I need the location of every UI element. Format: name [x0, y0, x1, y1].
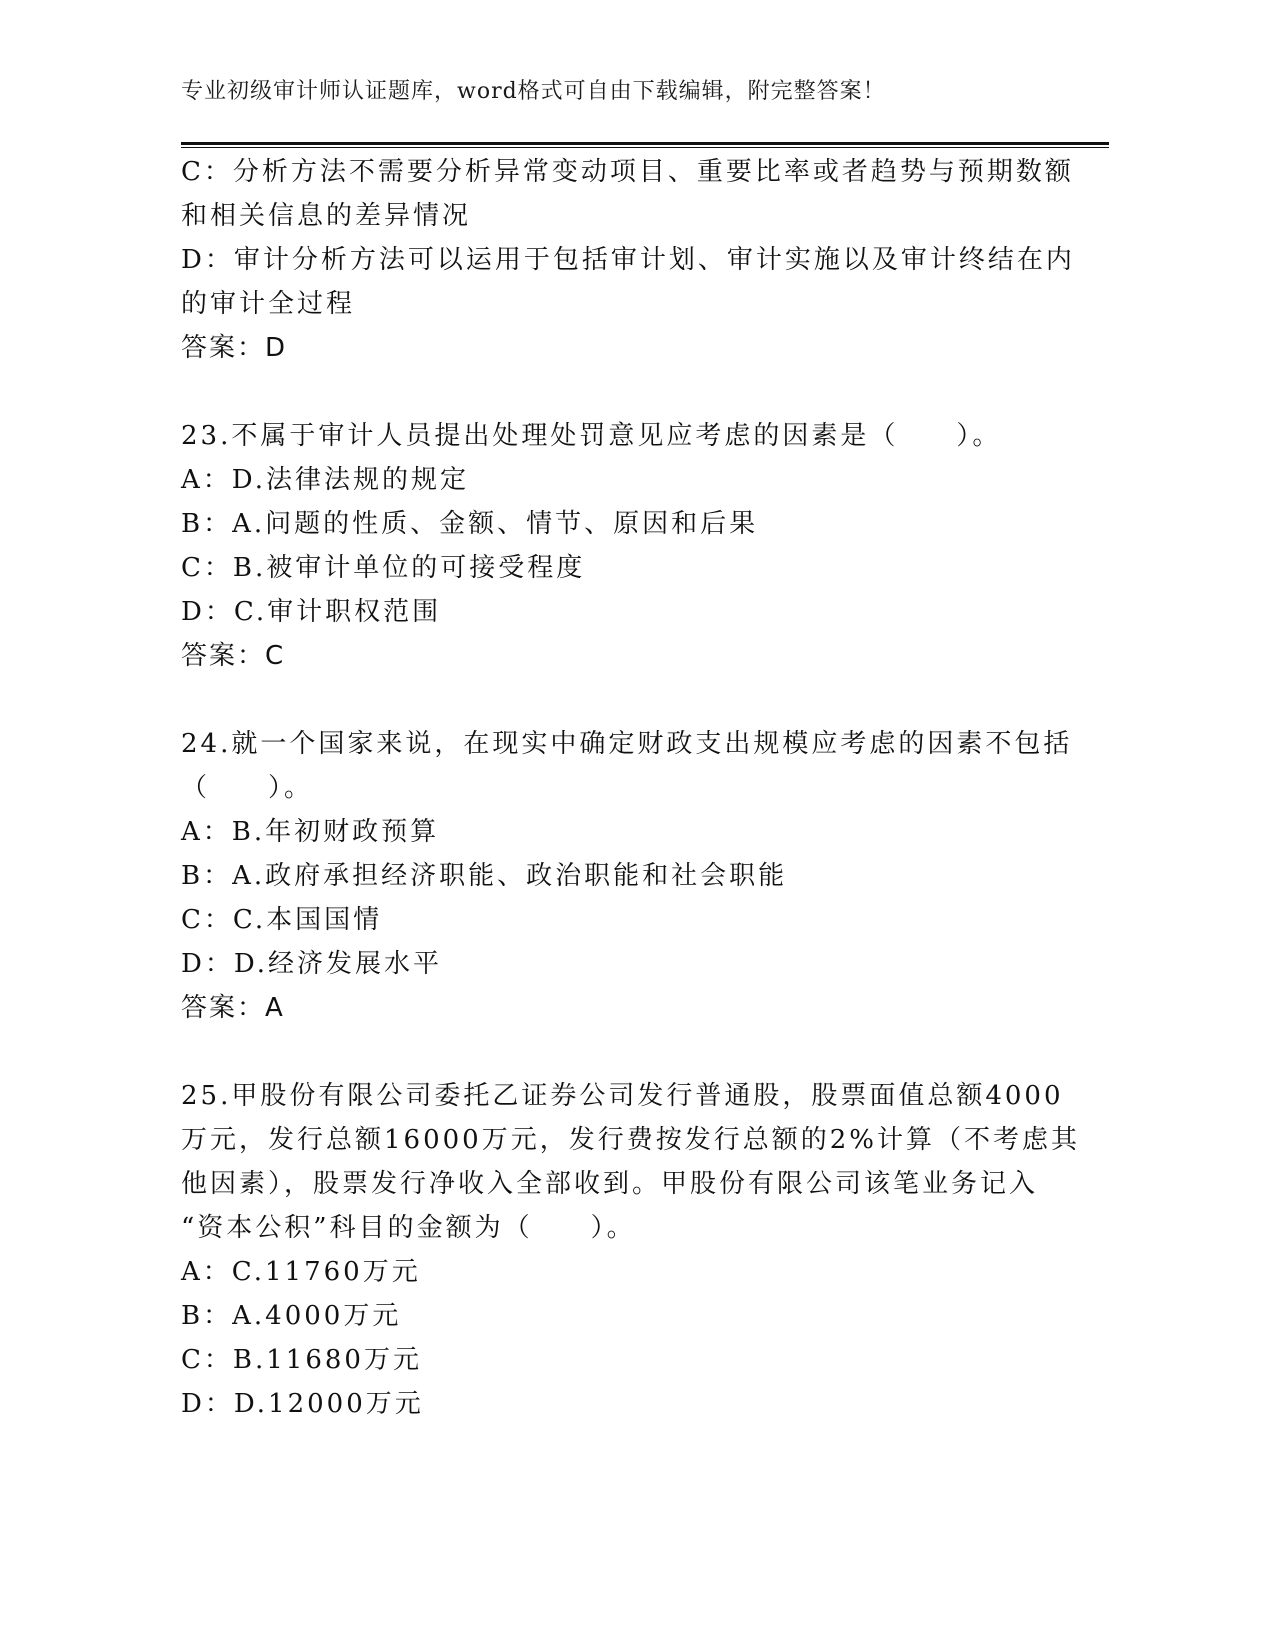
question-23 [181, 414, 1041, 678]
option-d: D：D.经济发展水平 [181, 949, 443, 979]
option-b: B：A.问题的性质、金额、情节、原因和后果 [181, 509, 759, 539]
option-c: C：C.本国国情 [181, 905, 383, 935]
question-25 [181, 1074, 1080, 1426]
option-a: A：B.年初财政预算 [181, 817, 440, 847]
option-b: B：A.政府承担经济职能、政治职能和社会职能 [181, 861, 788, 891]
option-a: A：C.11760万元 [181, 1257, 421, 1287]
answer-label: 答案：D [181, 333, 288, 363]
option-c: C：B.11680万元 [181, 1345, 422, 1375]
question-stem: （ ）。 [181, 773, 314, 803]
question-content [181, 150, 1080, 1426]
option-line: C：分析方法不需要分析异常变动项目、重要比率或者趋势与预期数额 [181, 157, 1074, 187]
option-b: B：A.4000万元 [181, 1301, 402, 1331]
question-stem: 24.就一个国家来说，在现实中确定财政支出规模应考虑的因素不包括 [181, 729, 1073, 759]
question-stem: 25.甲股份有限公司委托乙证券公司发行普通股，股票面值总额4000 [181, 1081, 1064, 1111]
page-header: 专业初级审计师认证题库，word格式可自由下载编辑，附完整答案！ [181, 79, 886, 104]
answer-label: 答案：A [181, 993, 285, 1023]
question-stem: 23.不属于审计人员提出处理处罚意见应考虑的因素是（ ）。 [181, 421, 1002, 451]
option-c [181, 150, 1074, 238]
option-line: 的审计全过程 [181, 289, 356, 319]
question-stem: “资本公积”科目的金额为（ ）。 [181, 1213, 636, 1243]
option-d: D：D.12000万元 [181, 1389, 424, 1419]
question-24 [181, 722, 1073, 1030]
option-a: A：D.法律法规的规定 [181, 465, 469, 495]
question-stem: 他因素），股票发行净收入全部收到。甲股份有限公司该笔业务记入 [181, 1169, 1039, 1199]
option-line: 和相关信息的差异情况 [181, 201, 472, 231]
option-line: D：审计分析方法可以运用于包括审计划、审计实施以及审计终结在内 [181, 245, 1075, 275]
answer-label: 答案：C [181, 641, 286, 671]
question-stem: 万元，发行总额16000万元，发行费按发行总额的2%计算（不考虑其 [181, 1125, 1080, 1155]
prev-question-block [181, 150, 1075, 370]
option-d: D：C.审计职权范围 [181, 597, 442, 627]
option-d [181, 238, 1075, 326]
header-rule [181, 142, 1109, 148]
option-c: C：B.被审计单位的可接受程度 [181, 553, 586, 583]
